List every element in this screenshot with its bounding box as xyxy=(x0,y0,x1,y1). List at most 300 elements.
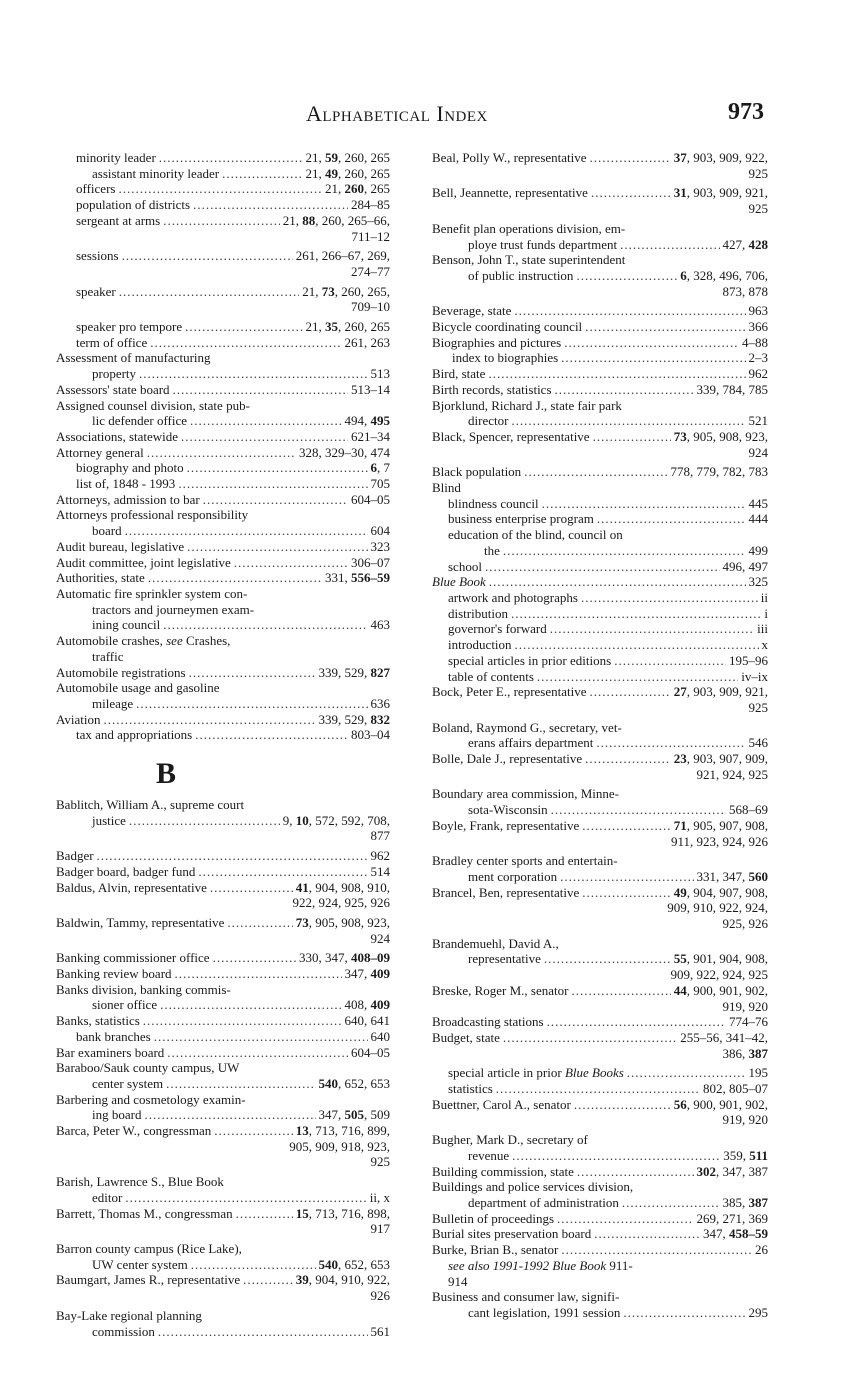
dot-leader xyxy=(236,1206,293,1222)
dot-leader xyxy=(104,712,316,728)
entry-pages: 514 xyxy=(370,863,390,879)
index-entry xyxy=(56,248,390,279)
dot-leader xyxy=(234,555,348,571)
entry-term: Barca, Peter W., congressman xyxy=(56,1123,212,1139)
entry-term: Bell, Jeannette, representative xyxy=(432,185,588,201)
index-entry xyxy=(432,720,768,751)
index-entry xyxy=(432,150,768,181)
dot-leader xyxy=(195,727,348,743)
entry-pages-continued: 709–10 xyxy=(351,299,390,315)
dot-leader xyxy=(577,1164,694,1180)
entry-pages: 295 xyxy=(748,1304,768,1320)
index-entry xyxy=(432,983,768,1014)
entry-term: Biographies and pictures xyxy=(432,334,562,350)
entry-pages: 385, 387 xyxy=(722,1195,768,1210)
entry-term: Brancel, Ben, representative xyxy=(432,884,580,900)
index-entry xyxy=(432,1242,768,1258)
entry-pages-continued: 924 xyxy=(370,930,390,946)
entry-pages: 359, 511 xyxy=(723,1147,768,1163)
entry-term: Beal, Polly W., representative xyxy=(432,150,587,165)
index-entry xyxy=(56,797,390,844)
entry-term: Benefit plan operations division, em- xyxy=(432,220,626,236)
index-entry xyxy=(56,570,390,586)
entry-term: mileage xyxy=(92,695,134,711)
entry-term: statistics xyxy=(448,1081,493,1097)
entry-pages: x xyxy=(761,637,768,653)
index-entry xyxy=(56,445,390,461)
entry-pages: 2–3 xyxy=(748,350,768,366)
dot-leader xyxy=(542,496,746,512)
entry-pages: 640, 641 xyxy=(344,1013,390,1029)
dot-leader xyxy=(166,1076,315,1092)
entry-term: ploye trust funds department xyxy=(468,236,618,252)
entry-pages: 604 xyxy=(370,523,390,539)
entry-term: Breske, Roger M., senator xyxy=(432,982,569,998)
entry-term: Birth records, statistics xyxy=(432,381,552,397)
index-entry xyxy=(432,1097,768,1128)
entry-term: of public instruction xyxy=(468,267,574,283)
entry-term: Bay-Lake regional planning xyxy=(56,1307,202,1323)
dot-leader xyxy=(191,1257,316,1273)
entry-term: population of districts xyxy=(76,197,191,213)
entry-pages: 39, 904, 910, 922, xyxy=(295,1272,390,1288)
dot-leader xyxy=(148,570,322,586)
index-entry xyxy=(56,712,390,728)
dot-leader xyxy=(571,983,670,999)
entry-term: distribution xyxy=(448,605,508,621)
entry-term: Barish, Lawrence S., Blue Book xyxy=(56,1174,224,1190)
entry-pages: 21, 88, 260, 265–66, xyxy=(282,212,390,228)
entry-pages-continued: 909, 910, 922, 924, xyxy=(667,900,768,916)
index-entry xyxy=(56,1092,390,1123)
entry-term: Baldus, Alvin, representative xyxy=(56,879,207,895)
entry-pages: 803–04 xyxy=(351,727,390,743)
entry-term: Attorney general xyxy=(56,444,144,460)
entry-term: lic defender office xyxy=(92,413,188,429)
entry-pages: 261, 263 xyxy=(344,334,390,350)
entry-term: Bablitch, William A., supreme court xyxy=(56,797,245,813)
dot-leader xyxy=(511,606,761,622)
dot-leader xyxy=(561,1242,752,1258)
index-entry xyxy=(56,680,390,711)
entry-pages: 540, 652, 653 xyxy=(318,1075,390,1091)
index-entry xyxy=(432,1226,768,1242)
dot-leader xyxy=(227,915,292,931)
entry-pages: 31, 903, 909, 921, xyxy=(673,185,768,201)
entry-term: Broadcasting stations xyxy=(432,1014,544,1030)
index-entry xyxy=(432,936,768,983)
index-entry xyxy=(432,185,768,216)
index-entry xyxy=(432,1258,768,1289)
entry-pages-continued: 877 xyxy=(370,828,390,844)
entry-pages-continued: 919, 920 xyxy=(722,998,768,1014)
entry-term: Banks division, banking commis- xyxy=(56,981,231,997)
entry-term: department of administration xyxy=(468,1195,619,1210)
index-entry xyxy=(432,653,768,669)
index-entry xyxy=(56,166,390,182)
entry-pages: 339, 784, 785 xyxy=(696,381,768,397)
entry-term: Automobile crashes, see Crashes, xyxy=(56,633,231,649)
index-entry xyxy=(432,853,768,884)
index-entry xyxy=(56,727,390,743)
entry-pages: 568–69 xyxy=(729,802,768,818)
dot-leader xyxy=(187,539,367,555)
index-entry xyxy=(432,480,768,496)
entry-pages: 306–07 xyxy=(351,554,390,570)
dot-leader xyxy=(585,751,671,767)
entry-term: Blue Book xyxy=(432,574,486,590)
dot-leader xyxy=(163,213,280,229)
index-entry xyxy=(56,1013,390,1029)
dot-leader xyxy=(122,248,293,264)
entry-term: Attorneys, admission to bar xyxy=(56,491,200,507)
entry-term: Boyle, Frank, representative xyxy=(432,817,580,833)
entry-term: bank branches xyxy=(76,1028,151,1044)
dot-leader xyxy=(582,885,670,901)
entry-term: Automobile registrations xyxy=(56,664,186,680)
entry-term: Bradley center sports and entertain- xyxy=(432,853,618,869)
entry-pages: 347, 505, 509 xyxy=(318,1107,390,1123)
entry-term: Burial sites preservation board xyxy=(432,1226,592,1242)
entry-term: cant legislation, 1991 session xyxy=(468,1304,621,1320)
entry-term: the xyxy=(484,542,500,558)
entry-pages: 13, 713, 716, 899, xyxy=(295,1123,390,1139)
dot-leader xyxy=(187,460,368,476)
dot-leader xyxy=(203,492,348,508)
entry-pages: 463 xyxy=(370,617,390,633)
entry-pages: 604–05 xyxy=(351,1044,390,1060)
entry-pages: 621–34 xyxy=(351,428,390,444)
entry-term: representative xyxy=(468,951,541,967)
entry-term: special articles in prior editions xyxy=(448,652,612,668)
index-entry xyxy=(56,950,390,966)
entry-term: speaker xyxy=(76,283,116,299)
entry-term: assistant minority leader xyxy=(92,165,220,181)
entry-term: editor xyxy=(92,1189,123,1205)
entry-pages: 6, 328, 496, 706, xyxy=(680,267,768,283)
entry-term: index to biographies xyxy=(452,350,559,366)
entry-pages: 331, 347, 560 xyxy=(696,868,768,884)
index-entry xyxy=(432,786,768,817)
entry-term: Bolle, Dale J., representative xyxy=(432,751,583,767)
entry-term: revenue xyxy=(468,1147,510,1163)
dot-leader xyxy=(178,476,367,492)
entry-pages: 6, 7 xyxy=(370,460,390,476)
index-entry xyxy=(432,559,768,575)
dot-leader xyxy=(585,319,745,335)
index-entry xyxy=(56,1123,390,1170)
entry-term: Burke, Brian B., senator xyxy=(432,1242,559,1258)
dot-leader xyxy=(512,1148,720,1164)
entry-pages: 802, 805–07 xyxy=(703,1081,768,1097)
entry-pages: 21, 260, 265 xyxy=(325,181,390,197)
entry-term: Beverage, state xyxy=(432,303,512,319)
entry-term: Bock, Peter E., representative xyxy=(432,684,587,700)
entry-term: introduction xyxy=(448,637,512,653)
entry-pages: 23, 903, 907, 909, xyxy=(673,751,768,767)
dot-leader xyxy=(147,445,296,461)
entry-pages-continued: 711–12 xyxy=(351,228,390,244)
entry-pages: 73, 905, 908, 923, xyxy=(673,428,768,444)
entry-pages: 604–05 xyxy=(351,491,390,507)
entry-term: governor's forward xyxy=(448,621,547,637)
entry-term: Authorities, state xyxy=(56,570,145,586)
entry-term: Bar examiners board xyxy=(56,1044,165,1060)
index-entry xyxy=(432,335,768,351)
index-entry xyxy=(56,197,390,213)
entry-term: artwork and photographs xyxy=(448,589,578,605)
entry-term: Boland, Raymond G., secretary, vet- xyxy=(432,719,622,735)
index-entry xyxy=(56,284,390,315)
dot-leader xyxy=(627,1065,746,1081)
entry-pages: 9, 10, 572, 592, 708, xyxy=(282,812,390,828)
page-header-title: Alphabetical Index xyxy=(306,101,488,126)
entry-pages: 195 xyxy=(748,1065,768,1081)
entry-pages-continued: 925, 926 xyxy=(722,916,768,932)
dot-leader xyxy=(555,382,694,398)
entry-pages: 325 xyxy=(748,574,768,590)
entry-pages: 15, 713, 716, 898, xyxy=(295,1205,390,1221)
index-entry xyxy=(56,1029,390,1045)
entry-term: Badger board, badger fund xyxy=(56,863,196,879)
entry-term: Attorneys professional responsibility xyxy=(56,507,249,523)
index-column-left xyxy=(56,150,390,1339)
dot-leader xyxy=(511,413,745,429)
dot-leader xyxy=(136,696,367,712)
entry-term: Building commission, state xyxy=(432,1163,574,1179)
dot-leader xyxy=(210,880,293,896)
dot-leader xyxy=(503,543,746,559)
entry-pages: 427, 428 xyxy=(722,236,768,252)
dot-leader xyxy=(193,197,348,213)
entry-pages-continued: 925 xyxy=(370,1154,390,1170)
dot-leader xyxy=(574,1097,671,1113)
dot-leader xyxy=(537,669,738,685)
entry-pages: 496, 497 xyxy=(722,558,768,574)
entry-pages: 778, 779, 782, 783 xyxy=(670,464,768,480)
index-entry xyxy=(56,150,390,166)
entry-term: center system xyxy=(92,1075,164,1091)
dot-leader xyxy=(591,185,671,201)
dot-leader xyxy=(185,319,302,335)
dot-leader xyxy=(560,869,693,885)
entry-term: traffic xyxy=(92,648,124,664)
entry-term: Benson, John T., state superintendent xyxy=(432,252,626,268)
index-entry xyxy=(432,1081,768,1097)
entry-term: ment corporation xyxy=(468,868,558,884)
index-entry xyxy=(432,429,768,460)
index-entry xyxy=(432,1164,768,1180)
entry-term: Budget, state xyxy=(432,1029,500,1045)
index-entry xyxy=(56,586,390,633)
index-entry xyxy=(56,350,390,381)
dot-leader xyxy=(547,1014,726,1030)
entry-term: sota-Wisconsin xyxy=(468,802,548,818)
index-entry xyxy=(56,1045,390,1061)
entry-term: Black, Spencer, representative xyxy=(432,428,590,444)
dot-leader xyxy=(125,523,368,539)
entry-pages: 339, 529, 827 xyxy=(318,664,390,680)
index-entry xyxy=(432,621,768,637)
entry-term: sioner office xyxy=(92,997,158,1013)
index-entry xyxy=(56,319,390,335)
entry-term: see also 1991-1992 Blue Book 911- xyxy=(448,1257,633,1273)
entry-term: special article in prior Blue Books xyxy=(448,1065,624,1081)
entry-pages: 21, 49, 260, 265 xyxy=(305,165,390,181)
entry-term: Bulletin of proceedings xyxy=(432,1210,555,1226)
entry-pages: 540, 652, 653 xyxy=(318,1256,390,1272)
entry-pages: 255–56, 341–42, xyxy=(680,1029,768,1045)
index-entry xyxy=(432,1211,768,1227)
entry-term: tractors and journeymen exam- xyxy=(92,601,255,617)
entry-term: Badger xyxy=(56,848,94,864)
index-entry xyxy=(432,751,768,782)
index-entry xyxy=(432,1179,768,1210)
entry-pages: 21, 73, 260, 265, xyxy=(302,283,390,299)
dot-leader xyxy=(593,429,671,445)
index-entry xyxy=(432,382,768,398)
entry-pages-continued: 905, 909, 918, 923, xyxy=(289,1138,390,1154)
entry-term: director xyxy=(468,413,509,429)
entry-term: school xyxy=(448,558,482,574)
dot-leader xyxy=(175,966,342,982)
entry-pages: 331, 556–59 xyxy=(325,570,390,586)
entry-term: Blind xyxy=(432,480,461,496)
dot-leader xyxy=(590,150,671,166)
entry-pages: iii xyxy=(757,621,768,637)
entry-term: Baraboo/Sauk county campus, UW xyxy=(56,1060,240,1076)
entry-pages-continued: 274–77 xyxy=(351,263,390,279)
entry-pages: 444 xyxy=(748,511,768,527)
dot-leader xyxy=(129,813,280,829)
entry-term: list of, 1848 - 1993 xyxy=(76,476,176,492)
dot-leader xyxy=(97,848,368,864)
entry-pages-continued: 909, 922, 924, 925 xyxy=(670,967,768,983)
entry-pages: 195–96 xyxy=(729,652,768,668)
dot-leader xyxy=(213,950,296,966)
dot-leader xyxy=(159,150,303,166)
dot-leader xyxy=(550,621,754,637)
entry-pages-continued: 921, 924, 925 xyxy=(696,766,768,782)
dot-leader xyxy=(143,1013,342,1029)
dot-leader xyxy=(614,653,726,669)
index-entry xyxy=(56,398,390,429)
dot-leader xyxy=(622,1195,720,1211)
index-entry xyxy=(56,848,390,864)
index-entry xyxy=(56,460,390,476)
entry-term: biography and photo xyxy=(76,460,184,476)
index-entry xyxy=(432,511,768,527)
index-entry xyxy=(432,319,768,335)
index-entry xyxy=(56,476,390,492)
dot-leader xyxy=(125,1190,366,1206)
entry-pages: 962 xyxy=(748,366,768,382)
index-entry xyxy=(432,527,768,558)
entry-term: Black population xyxy=(432,464,522,480)
dot-leader xyxy=(150,335,341,351)
dot-leader xyxy=(561,350,745,366)
index-entry xyxy=(56,915,390,946)
entry-term: Banking commissioner office xyxy=(56,950,210,966)
dot-leader xyxy=(154,1029,368,1045)
index-entry xyxy=(56,665,390,681)
dot-leader xyxy=(485,559,720,575)
entry-pages: 640 xyxy=(370,1028,390,1044)
entry-pages: 561 xyxy=(370,1323,390,1339)
dot-leader xyxy=(243,1272,293,1288)
index-entry xyxy=(432,574,768,590)
entry-term: Baumgart, James R., representative xyxy=(56,1272,241,1288)
dot-leader xyxy=(590,684,671,700)
index-entry xyxy=(56,507,390,538)
entry-term: Barrett, Thomas M., congressman xyxy=(56,1205,233,1221)
entry-pages: iv–ix xyxy=(741,668,768,684)
entry-pages: 73, 905, 908, 923, xyxy=(295,914,390,930)
dot-leader xyxy=(496,1081,700,1097)
index-entry xyxy=(56,982,390,1013)
index-entry xyxy=(432,398,768,429)
index-entry xyxy=(432,684,768,715)
index-entry xyxy=(432,252,768,299)
index-entry xyxy=(56,633,390,664)
entry-pages: 636 xyxy=(370,695,390,711)
entry-pages: 445 xyxy=(748,495,768,511)
entry-term: Barron county campus (Rice Lake), xyxy=(56,1241,242,1256)
entry-pages-continued: 925 xyxy=(748,699,768,715)
index-entry xyxy=(56,213,390,244)
index-entry xyxy=(56,1174,390,1205)
dot-leader xyxy=(189,665,316,681)
entry-pages-continued: 925 xyxy=(748,201,768,217)
dot-leader xyxy=(503,1030,677,1046)
dot-leader xyxy=(620,237,719,253)
entry-pages: 962 xyxy=(370,848,390,864)
entry-term: blindness council xyxy=(448,495,539,511)
entry-pages: 963 xyxy=(748,303,768,319)
entry-term: business enterprise program xyxy=(448,511,594,527)
entry-term: Assigned counsel division, state pub- xyxy=(56,397,250,413)
index-entry xyxy=(432,669,768,685)
dot-leader xyxy=(160,997,341,1013)
dot-leader xyxy=(118,181,322,197)
entry-pages: 4–88 xyxy=(742,334,768,350)
entry-pages-continued: 911, 923, 924, 926 xyxy=(670,833,768,849)
index-entry xyxy=(432,637,768,653)
entry-term: Brandemuehl, David A., xyxy=(432,935,559,951)
page-number: 973 xyxy=(728,99,764,125)
index-entry xyxy=(432,1014,768,1030)
entry-pages: 44, 900, 901, 902, xyxy=(673,982,768,998)
dot-leader xyxy=(544,951,671,967)
index-entry xyxy=(56,1060,390,1091)
entry-pages: 330, 347, 408–09 xyxy=(299,950,390,966)
index-entry xyxy=(432,464,768,480)
entry-pages: 26 xyxy=(755,1242,768,1258)
index-entry xyxy=(56,539,390,555)
entry-pages-continued: 917 xyxy=(370,1221,390,1237)
dot-leader xyxy=(524,464,667,480)
entry-term: Buildings and police services division, xyxy=(432,1179,634,1195)
dot-leader xyxy=(119,284,300,300)
dot-leader xyxy=(514,303,745,319)
entry-term: Baldwin, Tammy, representative xyxy=(56,914,225,930)
entry-pages: 37, 903, 909, 922, xyxy=(673,150,768,165)
index-entry xyxy=(432,590,768,606)
dot-leader xyxy=(167,1045,348,1061)
entry-term: Buettner, Carol A., senator xyxy=(432,1096,571,1112)
index-entry xyxy=(56,429,390,445)
entry-pages: 408, 409 xyxy=(344,997,390,1013)
